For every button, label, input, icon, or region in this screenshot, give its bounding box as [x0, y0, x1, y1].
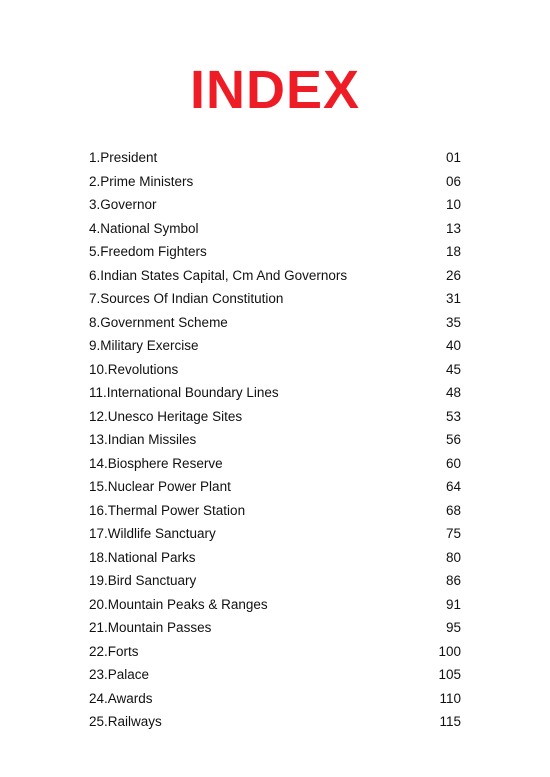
toc-entry-label: 10.Revolutions — [89, 361, 179, 377]
toc-entry-label: 7.Sources Of Indian Constitution — [89, 291, 284, 306]
toc-entry-page-number: 26 — [445, 267, 461, 283]
toc-entry-label: 3.Governor — [89, 197, 157, 212]
toc-entry-page-number: 48 — [445, 385, 461, 400]
toc-entry-page-number: 75 — [445, 526, 461, 541]
toc-entry[interactable] — [89, 663, 461, 687]
page-title: INDEX — [189, 60, 361, 120]
toc-entry-page-number: 115 — [439, 714, 461, 729]
toc-entry-page-number: 110 — [439, 690, 461, 706]
toc-entry-label: 12.Unesco Heritage Sites — [89, 408, 243, 424]
toc-entry-label: 24.Awards — [89, 690, 153, 706]
toc-entry[interactable] — [89, 428, 461, 452]
toc-entry-page-number: 31 — [445, 291, 461, 306]
toc-entry[interactable] — [89, 264, 461, 288]
toc-entry-label: 25.Railways — [89, 714, 162, 729]
toc-entry-label: 9.Military Exercise — [89, 338, 199, 353]
toc-entry-label: 21.Mountain Passes — [89, 620, 212, 635]
toc-entry-page-number: 56 — [445, 432, 461, 447]
toc-entry[interactable] — [89, 217, 461, 241]
toc-entry-page-number: 60 — [445, 455, 461, 471]
toc-entry[interactable] — [89, 710, 461, 734]
toc-entry-page-number: 91 — [445, 596, 461, 612]
toc-entry[interactable] — [89, 475, 461, 499]
toc-entry-page-number: 53 — [445, 408, 461, 424]
toc-entry-label: 4.National Symbol — [89, 220, 199, 236]
toc-entry-label: 2.Prime Ministers — [89, 173, 194, 189]
toc-entry-page-number: 10 — [445, 197, 461, 212]
toc-entry-label: 8.Government Scheme — [89, 314, 228, 330]
toc-entry-page-number: 13 — [445, 220, 461, 236]
toc-entry-label: 23.Palace — [89, 667, 150, 682]
toc-entry[interactable] — [89, 569, 461, 593]
toc-entry-label: 19.Bird Sanctuary — [89, 573, 197, 588]
toc-entry-label: 16.Thermal Power Station — [89, 502, 246, 518]
toc-entry-label: 22.Forts — [89, 643, 139, 659]
toc-entry-label: 13.Indian Missiles — [89, 432, 197, 447]
toc-entry-label: 6.Indian States Capital, Cm And Governors — [89, 267, 348, 283]
toc-entry-page-number: 64 — [445, 479, 461, 494]
toc-entry[interactable] — [89, 593, 461, 617]
toc-entry-page-number: 95 — [445, 620, 461, 635]
toc-entry-page-number: 06 — [445, 173, 461, 189]
toc-entry[interactable] — [89, 146, 461, 170]
toc-entry-label: 15.Nuclear Power Plant — [89, 479, 231, 494]
toc-entry[interactable] — [89, 334, 461, 358]
toc-entry[interactable] — [89, 170, 461, 194]
toc-entry[interactable] — [89, 687, 461, 711]
toc-entry-page-number: 80 — [445, 549, 461, 565]
toc-entry-label: 14.Biosphere Reserve — [89, 455, 223, 471]
toc-entry[interactable] — [89, 358, 461, 382]
toc-entry[interactable] — [89, 287, 461, 311]
toc-entry-page-number: 68 — [445, 502, 461, 518]
toc-entry[interactable] — [89, 616, 461, 640]
toc-entry-page-number: 18 — [445, 244, 461, 259]
toc-entry-page-number: 40 — [445, 338, 461, 353]
toc-entry[interactable] — [89, 546, 461, 570]
toc-entry[interactable] — [89, 452, 461, 476]
toc-entry-page-number: 35 — [445, 314, 461, 330]
toc-entry[interactable] — [89, 405, 461, 429]
toc-entry-label: 17.Wildlife Sanctuary — [89, 526, 216, 541]
toc-entry-page-number: 86 — [445, 573, 461, 588]
toc-entry-page-number: 100 — [438, 643, 461, 659]
toc-entry[interactable] — [89, 381, 461, 405]
toc-entry-label: 20.Mountain Peaks & Ranges — [89, 596, 268, 612]
toc-entry[interactable] — [89, 640, 461, 664]
toc-entry-page-number: 105 — [438, 667, 461, 682]
toc-entry[interactable] — [89, 240, 461, 264]
toc-entry[interactable] — [89, 311, 461, 335]
table-of-contents — [89, 146, 461, 734]
toc-entry-page-number: 01 — [445, 150, 461, 165]
toc-entry-label: 1.President — [89, 150, 158, 165]
toc-entry[interactable] — [89, 522, 461, 546]
toc-entry[interactable] — [89, 499, 461, 523]
toc-entry-page-number: 45 — [445, 361, 461, 377]
toc-entry[interactable] — [89, 193, 461, 217]
toc-entry-label: 18.National Parks — [89, 549, 196, 565]
toc-entry-label: 5.Freedom Fighters — [89, 244, 207, 259]
toc-entry-label: 11.International Boundary Lines — [89, 385, 279, 400]
